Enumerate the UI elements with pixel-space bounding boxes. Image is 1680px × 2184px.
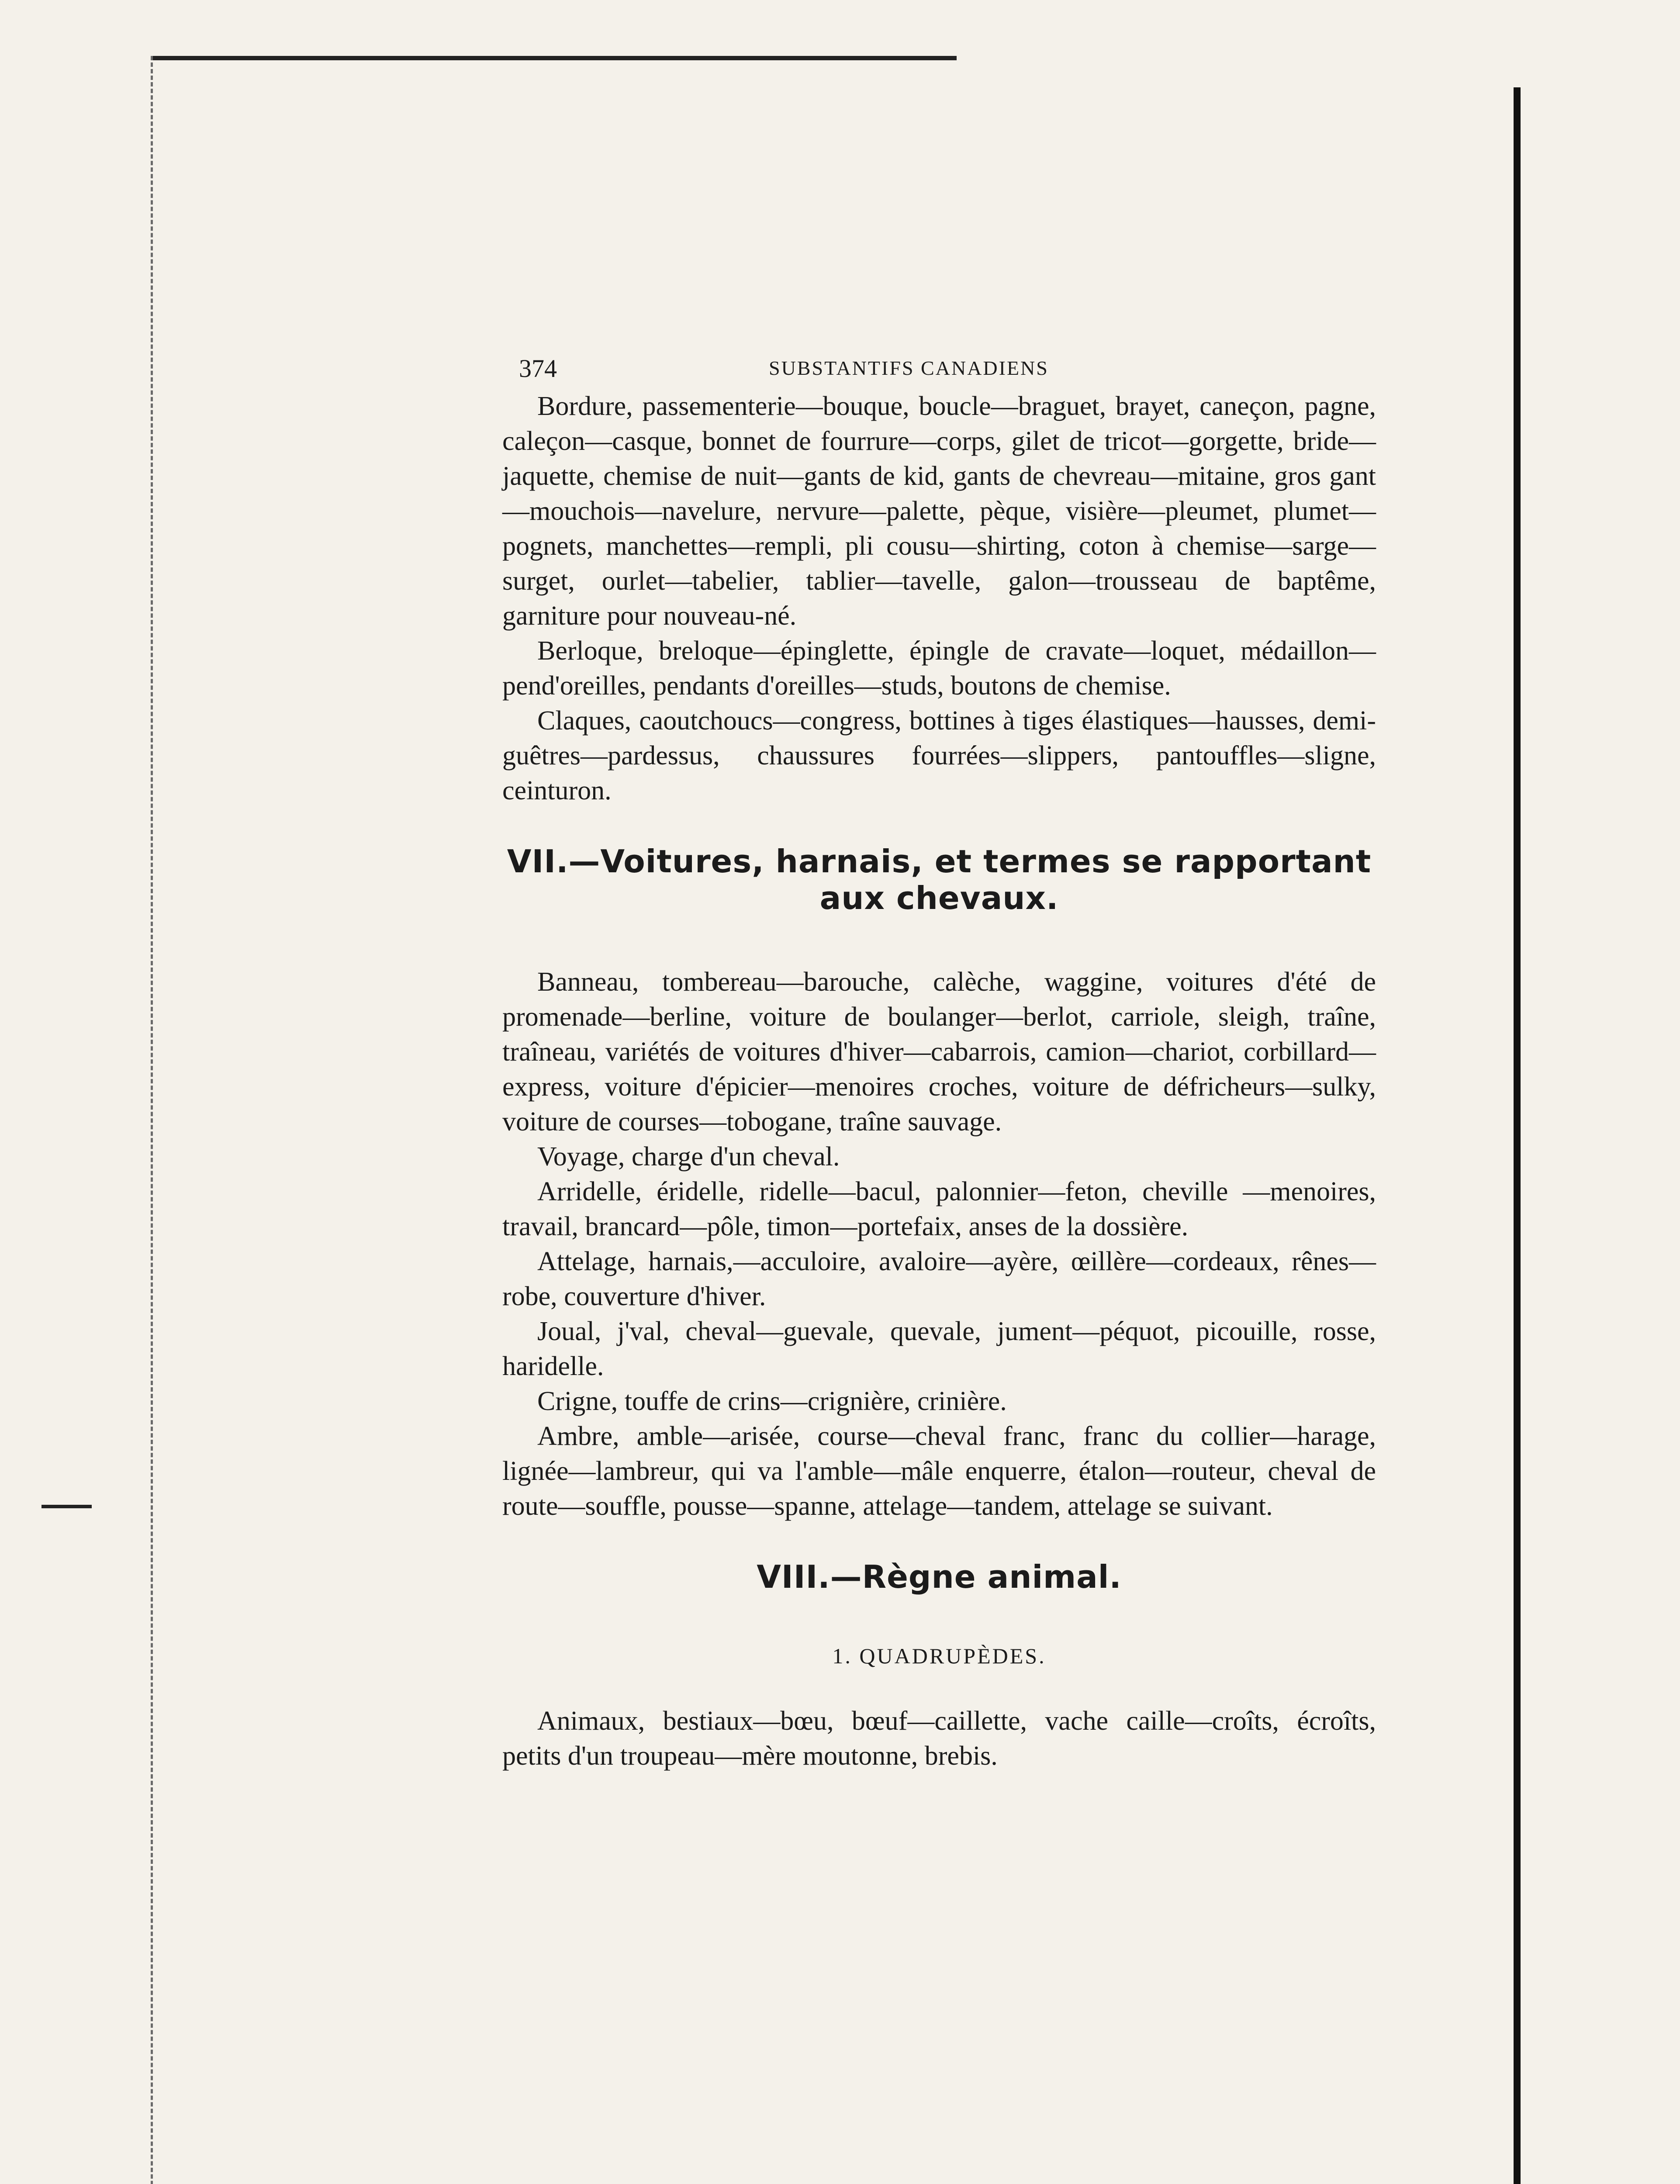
paragraph-voyage: Voyage, charge d'un cheval. bbox=[537, 1142, 840, 1171]
paragraph-ambre: Ambre, amble—arisée, course—cheval franc, franc du collier—harage, lignée—lambreur, qui va l'amble—mâle enquerre, étalon—routeur, cheval de route—souffle, pousse—spanne, attelage—tandem, attelage se suivant. bbox=[502, 1421, 1376, 1521]
scan-frame-left bbox=[151, 56, 153, 2184]
paragraph-crigne: Crigne, touffe de crins—crignière, crinière. bbox=[537, 1386, 1007, 1416]
section-title-vii bbox=[502, 843, 1376, 916]
subsection-title-quadrupedes: 1. QUADRUPÈDES. bbox=[832, 1644, 1046, 1668]
paragraph-joual: Joual, j'val, cheval—guevale, quevale, jument—péquot, picouille, rosse, haridelle. bbox=[502, 1317, 1376, 1381]
page-body bbox=[502, 354, 1376, 1773]
paragraph-attelage: Attelage, harnais,—acculoire, avaloire—ayère, œillère—cordeaux, rênes—robe, couverture d'hiver. bbox=[502, 1247, 1376, 1311]
paragraph-animaux: Animaux, bestiaux—bœu, bœuf—caillette, vache caille—croîts, écroîts, petits d'un troupeau—mère moutonne, brebis. bbox=[502, 1706, 1376, 1771]
scan-frame-top bbox=[151, 56, 957, 60]
binding-edge bbox=[1514, 87, 1521, 2184]
paragraph-berloque: Berloque, breloque—épinglette, épingle de cravate—loquet, médaillon—pend'oreilles, pendants d'oreilles—studs, boutons de chemise. bbox=[502, 636, 1376, 701]
paragraph-arridelle: Arridelle, éridelle, ridelle—bacul, palonnier—feton, cheville —menoires, travail, brancard—pôle, timon—portefaix, anses de la dossière. bbox=[502, 1177, 1376, 1241]
page-number: 374 bbox=[519, 354, 557, 383]
paragraph-banneau: Banneau, tombereau—barouche, calèche, waggine, voitures d'été de promenade—berline, voiture de boulanger—berlot, carriole, sleigh, traîne, traîneau, variétés de voitures d'hiver—cabarrois, camion—chariot, corbillard—express, voiture d'épicier—menoires croches, voiture de défricheurs—sulky, voiture de courses—tobogane, traîne sauvage. bbox=[502, 967, 1376, 1137]
running-head-title: SUBSTANTIFS CANADIENS bbox=[769, 357, 1049, 379]
paragraph-bordure: Bordure, passementerie—bouque, boucle—braguet, brayet, caneçon, pagne, caleçon—casque, bonnet de fourrure—corps, gilet de tricot—gorgette, bride—jaquette, chemise de nuit—gants de kid, gants de chevreau—mitaine, gros gant—mouchois—navelure, nervure—palette, pèque, visière—pleumet, plumet—pognets, manchettes—rempli, pli cousu—shirting, coton à chemise—sarge—surget, ourlet—tabelier, tablier—tavelle, galon—trousseau de baptême, garniture pour nouveau-né. bbox=[502, 391, 1376, 631]
margin-mark bbox=[41, 1505, 92, 1508]
running-head bbox=[502, 354, 1376, 389]
section-title-vii-line2: aux chevaux. bbox=[819, 880, 1059, 916]
paragraph-claques: Claques, caoutchoucs—congress, bottines à tiges élastiques—hausses, demi-guêtres—pardessus, chaussures fourrées—slippers, pantouffles—sligne, ceinturon. bbox=[502, 706, 1376, 805]
section-title-vii-line1: VII.—Voitures, harnais, et termes se rapportant bbox=[507, 843, 1372, 880]
section-title-viii: VIII.—Règne animal. bbox=[757, 1559, 1122, 1595]
